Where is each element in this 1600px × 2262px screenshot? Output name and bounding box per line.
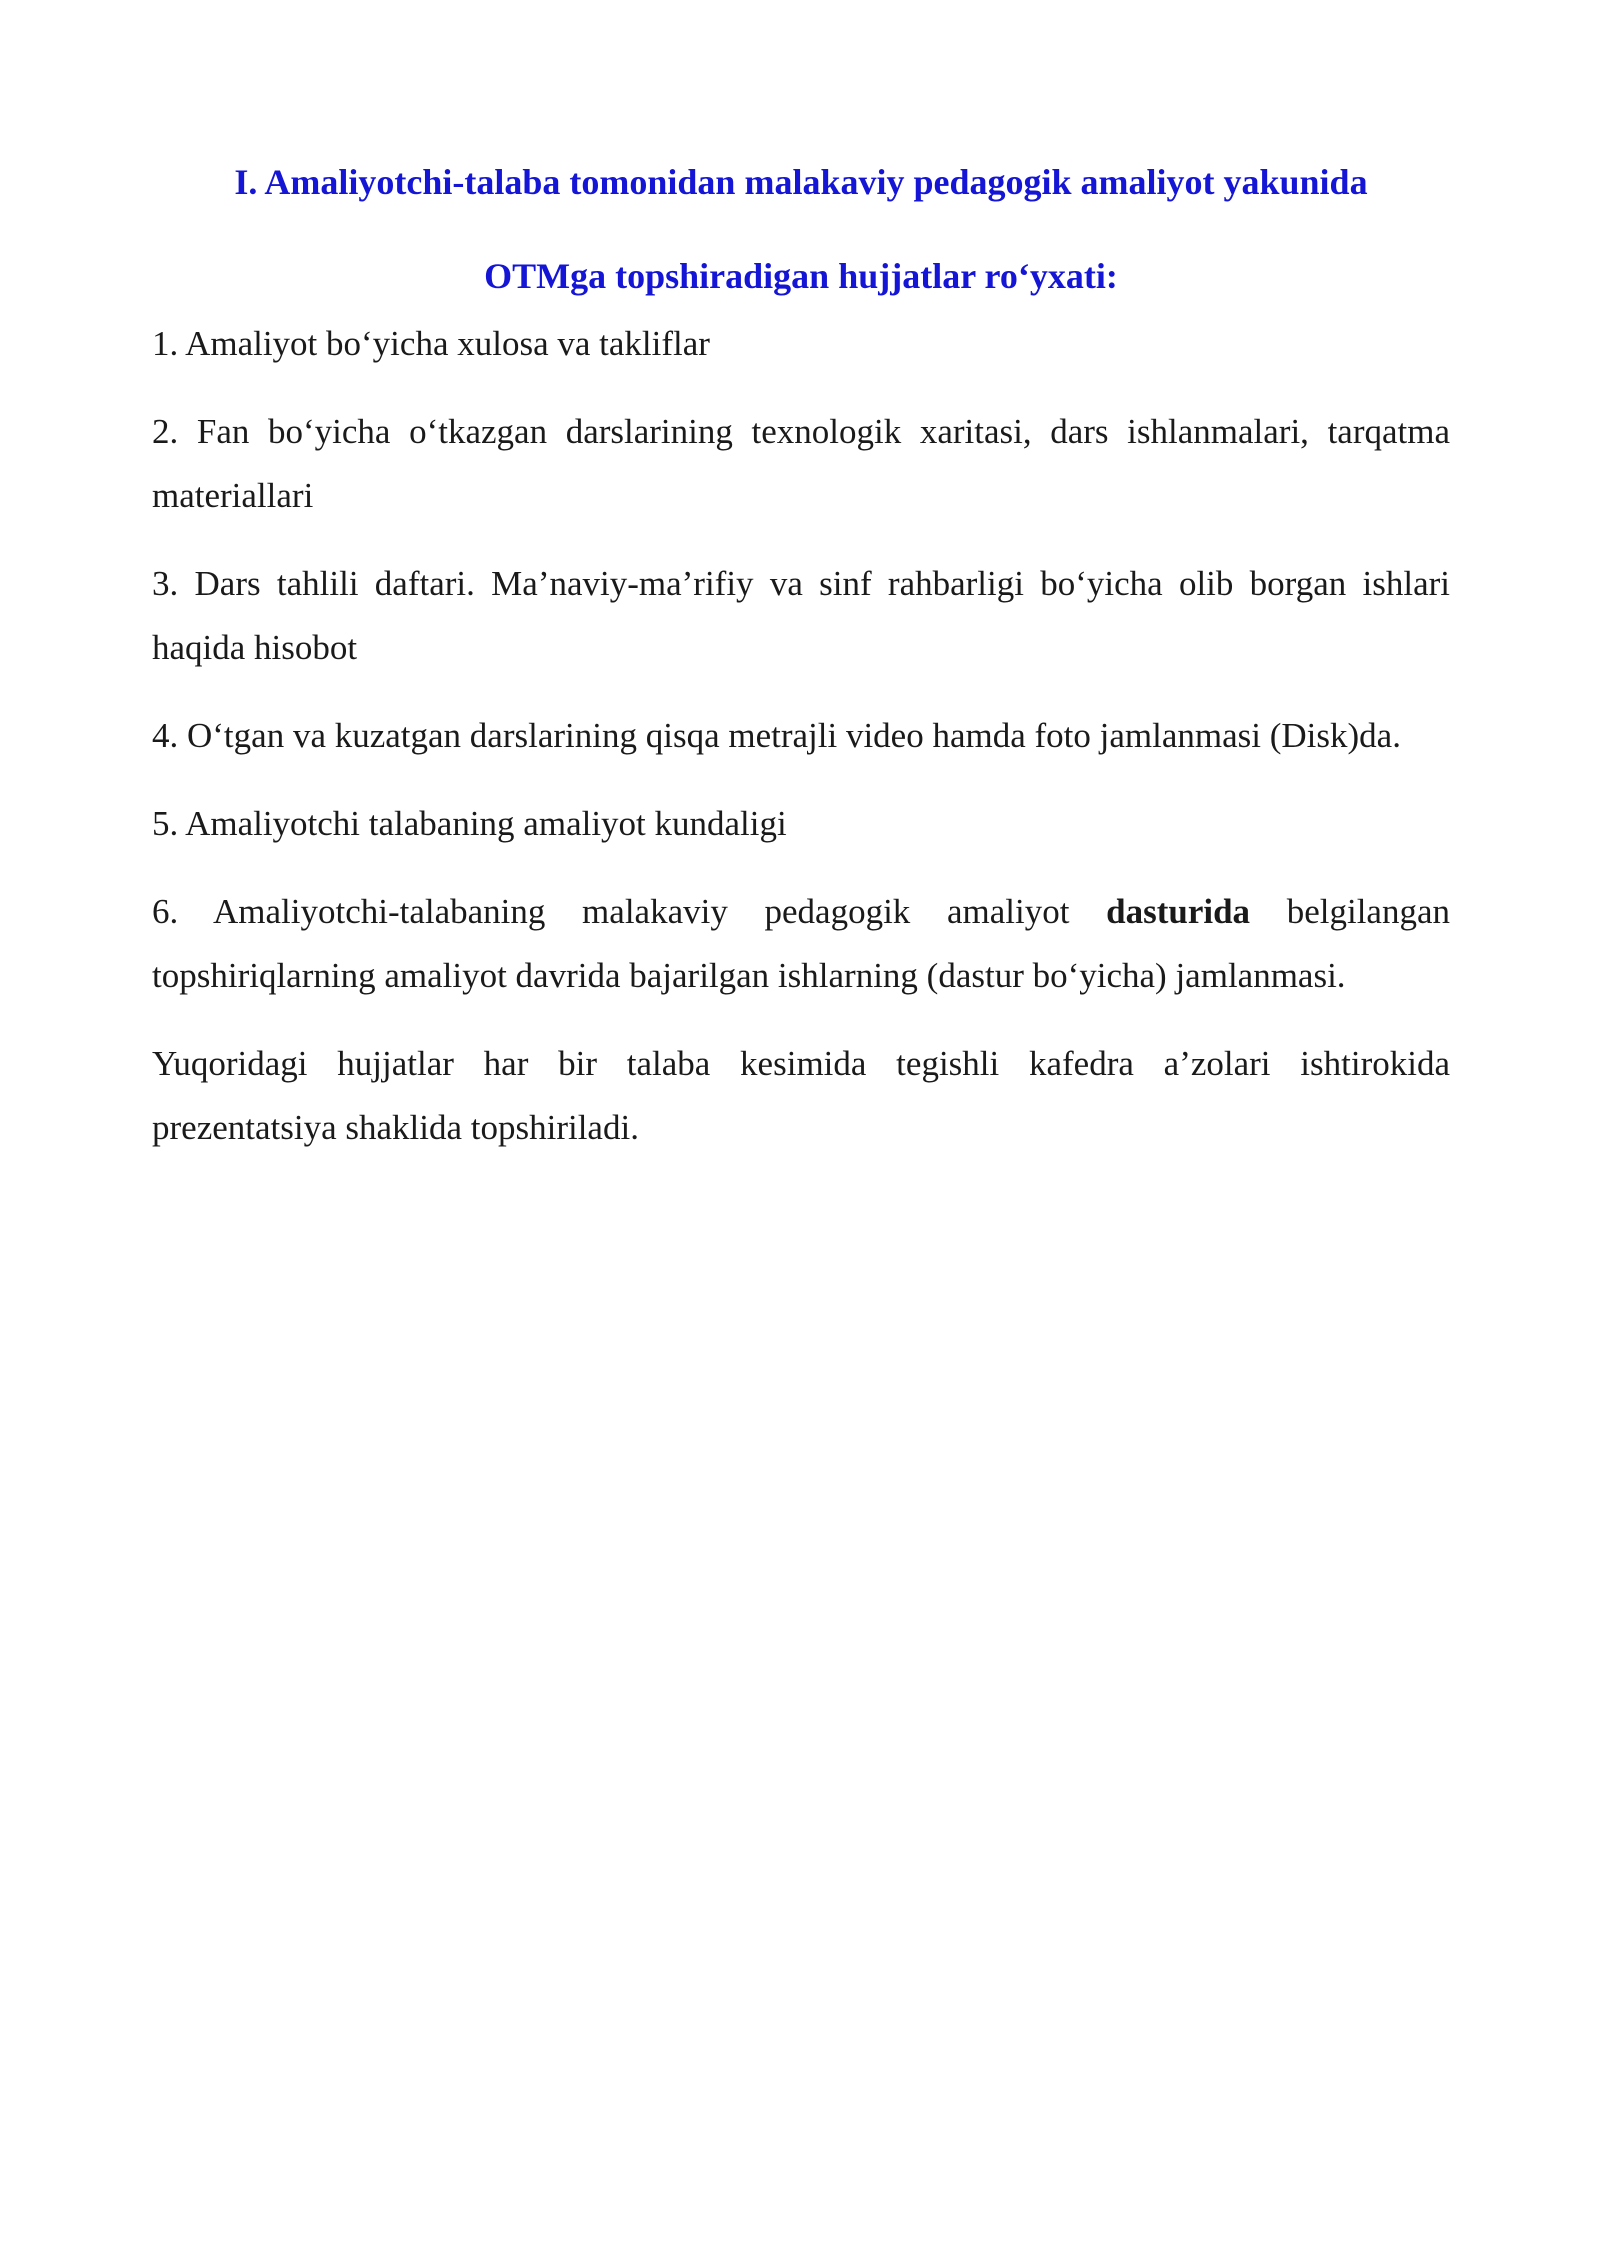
list-item-6-text-before: 6. Amaliyotchi-talabaning malakaviy pedagogik amaliyot <box>152 892 1107 931</box>
list-item-6-text-after: belgilangan topshiriqlarning amaliyot davrida bajarilgan ishlarning (dastur bo‘yicha) jamlanmasi. <box>152 892 1450 995</box>
list-item-2: 2. Fan bo‘yicha o‘tkazgan darslarining texnologik xaritasi, dars ishlanmalari, tarqatma materiallari <box>152 412 1450 515</box>
list-item-4: 4. O‘tgan va kuzatgan darslarining qisqa metrajli video hamda foto jamlanmasi (Disk)da. <box>152 716 1401 755</box>
document-heading-line2: OTMga topshiradigan hujjatlar ro‘yxati: <box>484 256 1118 296</box>
list-item-6 <box>152 880 1450 1008</box>
document-content <box>152 148 1450 1160</box>
list-item-1: 1. Amaliyot bo‘yicha xulosa va takliflar <box>152 324 710 363</box>
documents-list <box>152 312 1450 1008</box>
closing-paragraph: Yuqoridagi hujjatlar har bir talaba kesimida tegishli kafedra a’zolari ishtirokida prezentatsiya shaklida topshiriladi. <box>152 1044 1450 1147</box>
list-item-6-bold-term: dasturida <box>1106 892 1251 931</box>
list-item-5: 5. Amaliyotchi talabaning amaliyot kundaligi <box>152 804 787 843</box>
list-item-3: 3. Dars tahlili daftari. Ma’naviy-ma’rifiy va sinf rahbarligi bo‘yicha olib borgan ishlari haqida hisobot <box>152 564 1450 667</box>
document-heading-line1: I. Amaliyotchi-talaba tomonidan malakaviy pedagogik amaliyot yakunida <box>234 162 1368 202</box>
